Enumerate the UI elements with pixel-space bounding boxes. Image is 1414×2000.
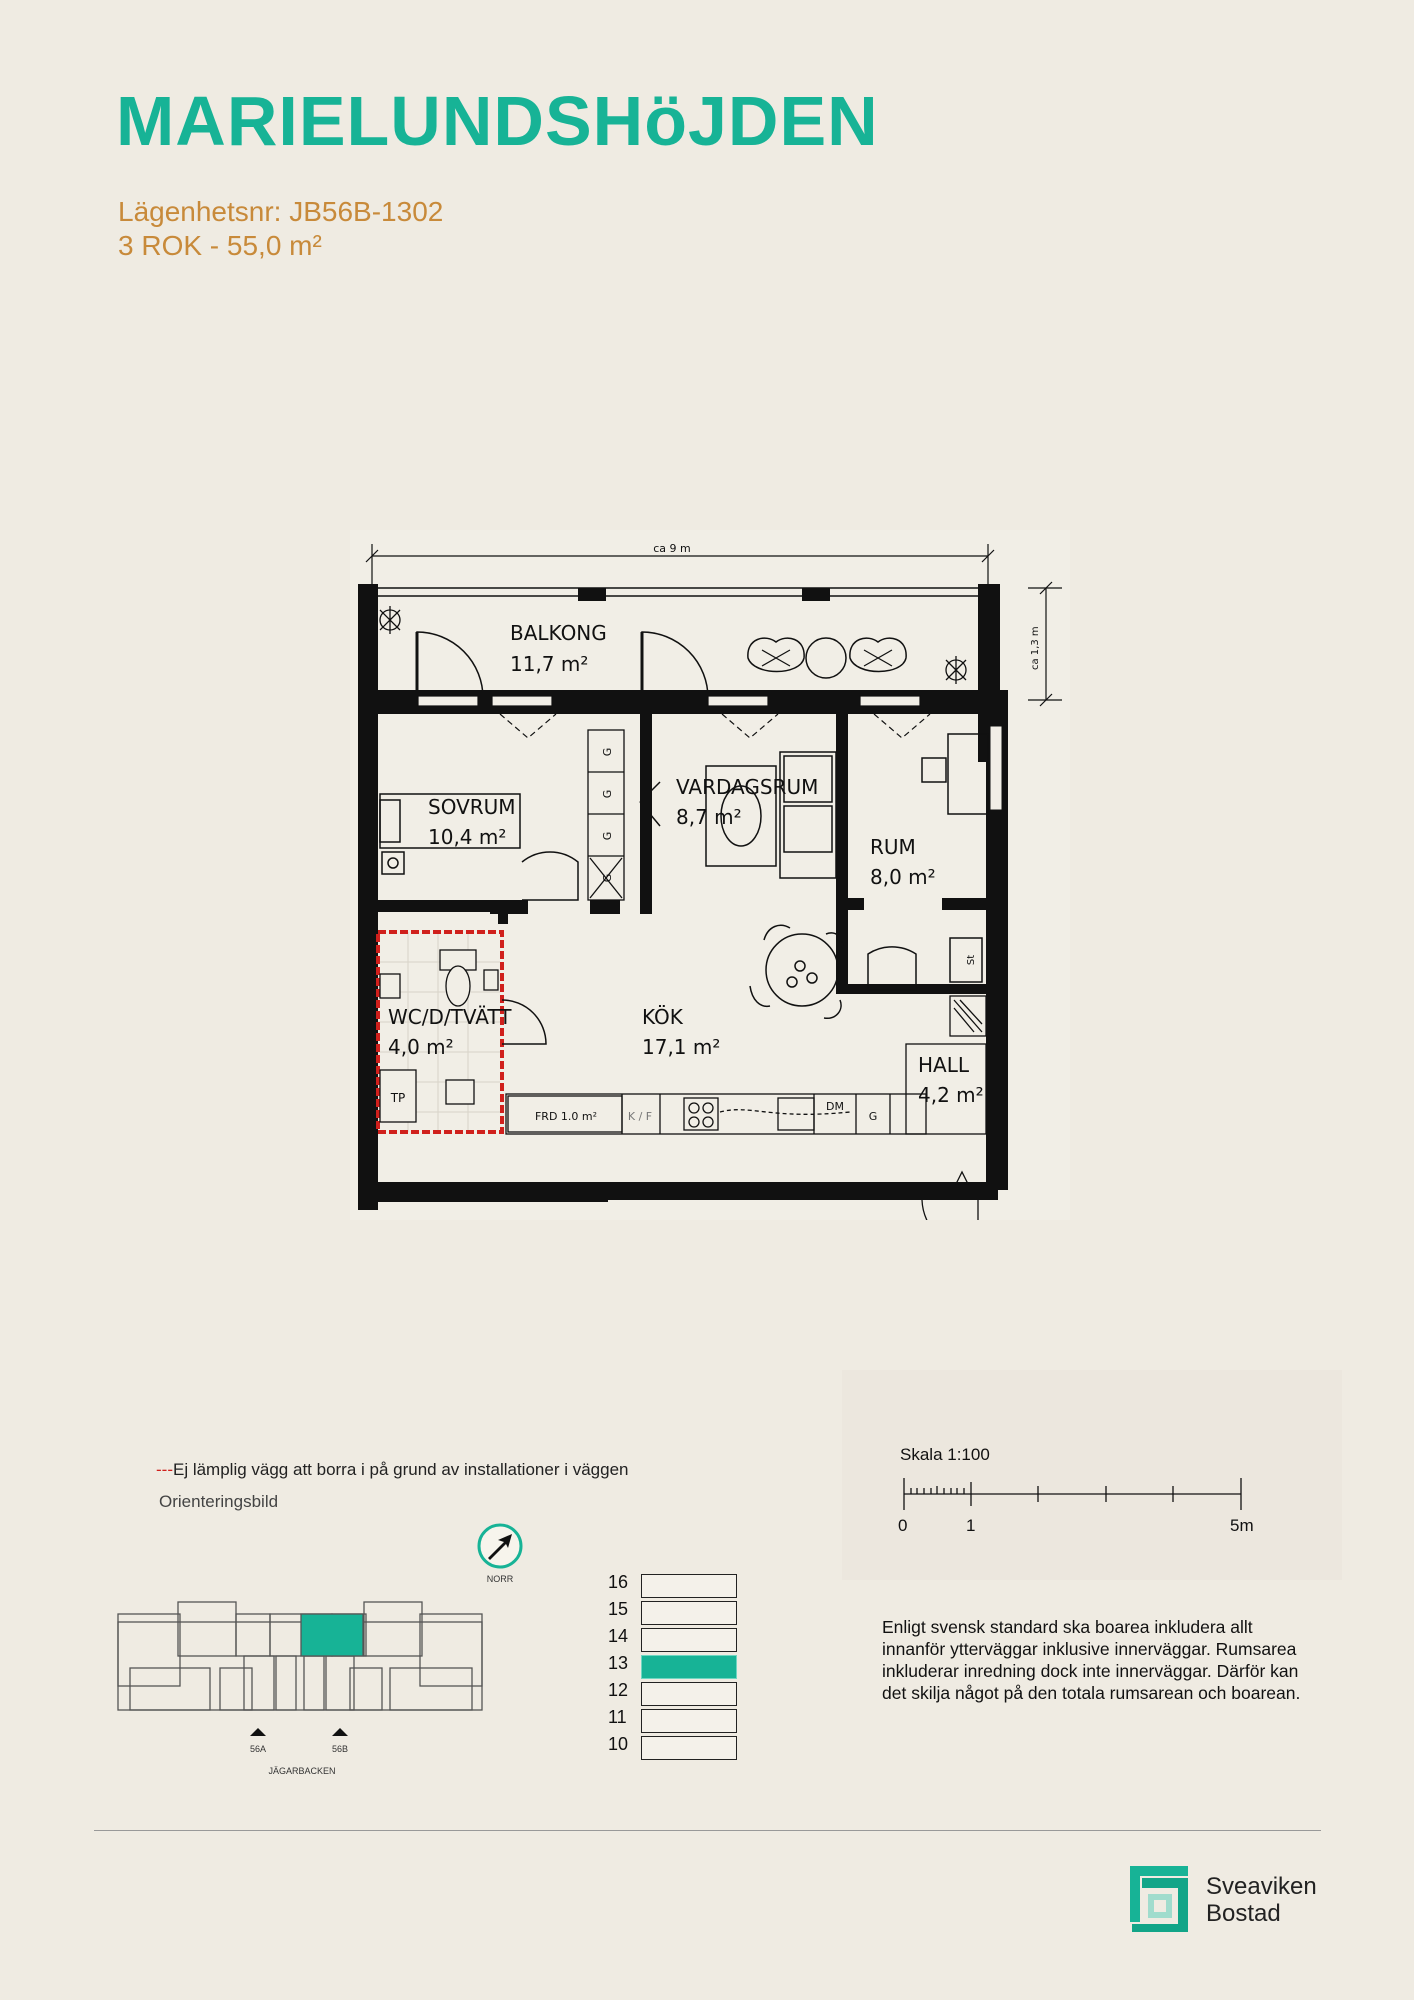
floor-label-11: 11	[608, 1707, 627, 1727]
warning-dash: ---	[156, 1460, 173, 1479]
orientation-title: Orienteringsbild	[159, 1492, 279, 1511]
floor-label-15: 15	[608, 1599, 629, 1619]
floor-plan	[350, 530, 1070, 1220]
room-name-sovrum: SOVRUM	[428, 795, 516, 819]
width-dimension-label: ca 9 m	[653, 542, 691, 555]
north-label: NORR	[486, 1574, 514, 1584]
floor-box-13-current	[641, 1655, 737, 1679]
scale-bar	[896, 1474, 1246, 1514]
warning-text: Ej lämplig vägg att borra i på grund av installationer i väggen	[172, 1460, 629, 1479]
entrance-56b-label: 56B	[331, 1744, 349, 1754]
logo-text-line1: Sveaviken	[1206, 1873, 1317, 1900]
room-area-balkong: 11,7 m²	[510, 652, 589, 676]
floor-box-14	[641, 1628, 737, 1652]
room-name-rum: RUM	[870, 835, 916, 859]
room-area-kok: 17,1 m²	[642, 1035, 721, 1059]
room-name-vardagsrum: VARDAGSRUM	[676, 775, 819, 799]
wardrobe-label-3: G	[601, 831, 614, 841]
wardrobe-label-2: G	[601, 789, 614, 799]
tp-label: TP	[390, 1091, 406, 1105]
sveaviken-logo-icon	[1118, 1860, 1198, 1940]
floor-box-15	[641, 1601, 737, 1625]
scale-five: 5m	[1230, 1516, 1254, 1535]
cabinet-label: G	[868, 1110, 878, 1123]
room-name-balkong: BALKONG	[510, 621, 607, 645]
floor-box-16	[641, 1574, 737, 1598]
floor-label-12: 12	[608, 1680, 629, 1700]
logo-text-line2: Bostad	[1206, 1900, 1281, 1927]
footer-divider	[94, 1830, 1321, 1831]
orientation-map	[110, 1518, 500, 1778]
dishwasher-label: DM	[826, 1100, 844, 1113]
apartment-number: Lägenhetsnr: JB56B-1302	[118, 196, 444, 227]
floor-label-14: 14	[608, 1626, 629, 1646]
floor-label-13: 13	[608, 1653, 629, 1673]
drilling-warning-legend	[156, 1460, 628, 1480]
room-area-rum: 8,0 m²	[870, 865, 936, 889]
scale-one: 1	[966, 1516, 976, 1535]
room-name-hall: HALL	[918, 1053, 970, 1077]
room-name-wc: WC/D/TVÄTT	[388, 1005, 512, 1029]
wardrobe-label-1: G	[601, 747, 614, 757]
floor-box-12	[641, 1682, 737, 1706]
balcony-dimension-label: ca 1,3 m	[1030, 626, 1041, 670]
room-area-wc: 4,0 m²	[388, 1035, 454, 1059]
floor-box-11	[641, 1709, 737, 1733]
apartment-size: 3 ROK - 55,0 m²	[118, 230, 322, 261]
room-area-vardagsrum: 8,7 m²	[676, 805, 742, 829]
scale-title: Skala 1:100	[900, 1445, 990, 1464]
entrance-56a-label: 56A	[249, 1744, 267, 1754]
fridge-freezer-label: FRD 1.0 m²	[534, 1110, 598, 1123]
north-compass-icon	[474, 1522, 530, 1586]
wardrobe-label-4: G	[601, 873, 614, 883]
area-standard-info: Enligt svensk standard ska boarea inkludera allt innanför ytterväggar inklusive innerväggar. Rumsarea inkluderar inredning dock inte innerväggar. Därför kan det skilja något på den totala rumsarean och boarean.	[882, 1617, 1301, 1703]
street-label: JÄGARBACKEN	[268, 1766, 336, 1776]
floor-label-16: 16	[608, 1572, 629, 1592]
storage-label: St	[966, 954, 977, 966]
project-title: MARIELUNDSHöJDEN	[116, 82, 879, 160]
room-area-hall: 4,2 m²	[918, 1083, 984, 1107]
room-name-kok: KÖK	[642, 1005, 683, 1029]
floor-label-10: 10	[608, 1734, 629, 1754]
kf-label: K / F	[627, 1110, 653, 1123]
floor-box-10	[641, 1736, 737, 1760]
room-area-sovrum: 10,4 m²	[428, 825, 507, 849]
scale-zero: 0	[898, 1516, 908, 1535]
